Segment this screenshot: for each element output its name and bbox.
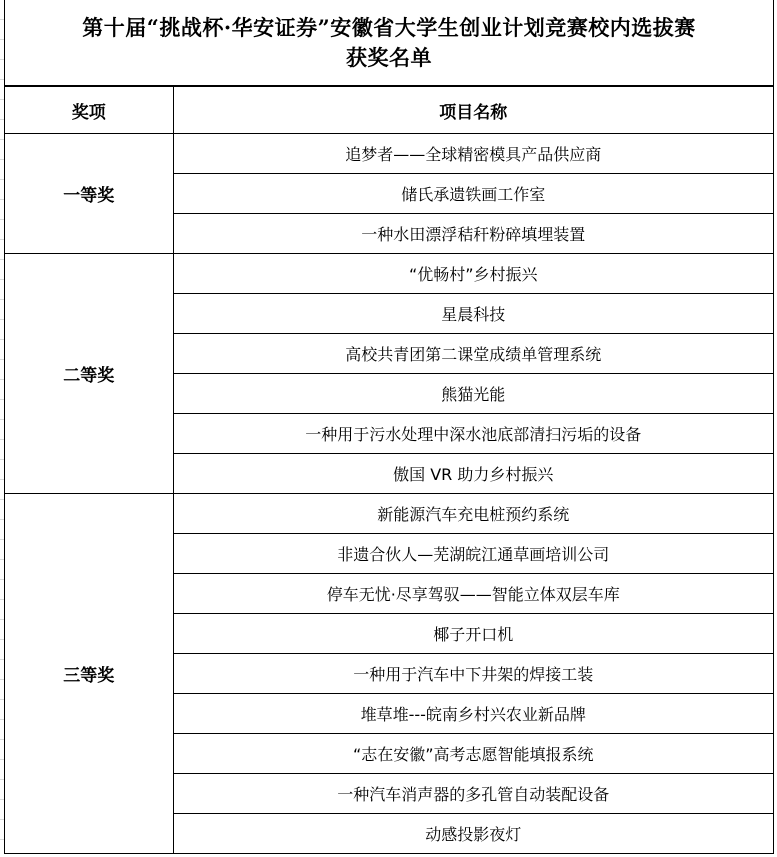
table-body — [5, 134, 773, 854]
project-name-cell: 高校共青团第二课堂成绩单管理系统 — [173, 334, 773, 374]
table-row — [5, 494, 773, 534]
project-name-cell: “优畅村”乡村振兴 — [173, 254, 773, 294]
title-line-2: 获奖名单 — [346, 44, 432, 70]
award-level-cell: 二等奖 — [5, 254, 173, 494]
project-name-cell: 椰子开口机 — [173, 614, 773, 654]
award-table — [5, 86, 773, 854]
project-name-cell: 堆草堆---皖南乡村兴农业新品牌 — [173, 694, 773, 734]
award-list-sheet — [4, 0, 774, 854]
project-name-cell: 熊猫光能 — [173, 374, 773, 414]
project-name-cell: 星晨科技 — [173, 294, 773, 334]
project-name-cell: 储氏承遗铁画工作室 — [173, 174, 773, 214]
project-name-cell: 一种用于污水处理中深水池底部清扫污垢的设备 — [173, 414, 773, 454]
project-name-cell: 一种水田漂浮秸秆粉碎填埋装置 — [173, 214, 773, 254]
title-line-1: 第十届“挑战杯·华安证券”安徽省大学生创业计划竞赛校内选拔赛 — [82, 14, 696, 40]
table-header-row — [5, 87, 773, 134]
project-name-cell: 非遗合伙人—芜湖皖江通草画培训公司 — [173, 534, 773, 574]
header-award: 奖项 — [5, 87, 173, 134]
header-project-name: 项目名称 — [173, 87, 773, 134]
award-level-cell: 三等奖 — [5, 494, 173, 854]
table-row — [5, 134, 773, 174]
project-name-cell: 追梦者——全球精密模具产品供应商 — [173, 134, 773, 174]
project-name-cell: 停车无忧·尽享驾驭——智能立体双层车库 — [173, 574, 773, 614]
project-name-cell: 一种用于汽车中下井架的焊接工装 — [173, 654, 773, 694]
project-name-cell: “志在安徽”高考志愿智能填报系统 — [173, 734, 773, 774]
table-row — [5, 254, 773, 294]
project-name-cell: 动感投影夜灯 — [173, 814, 773, 854]
award-level-cell: 一等奖 — [5, 134, 173, 254]
project-name-cell: 一种汽车消声器的多孔管自动装配设备 — [173, 774, 773, 814]
project-name-cell: 傲国 VR 助力乡村振兴 — [173, 454, 773, 494]
project-name-cell: 新能源汽车充电桩预约系统 — [173, 494, 773, 534]
document-title — [5, 0, 773, 86]
